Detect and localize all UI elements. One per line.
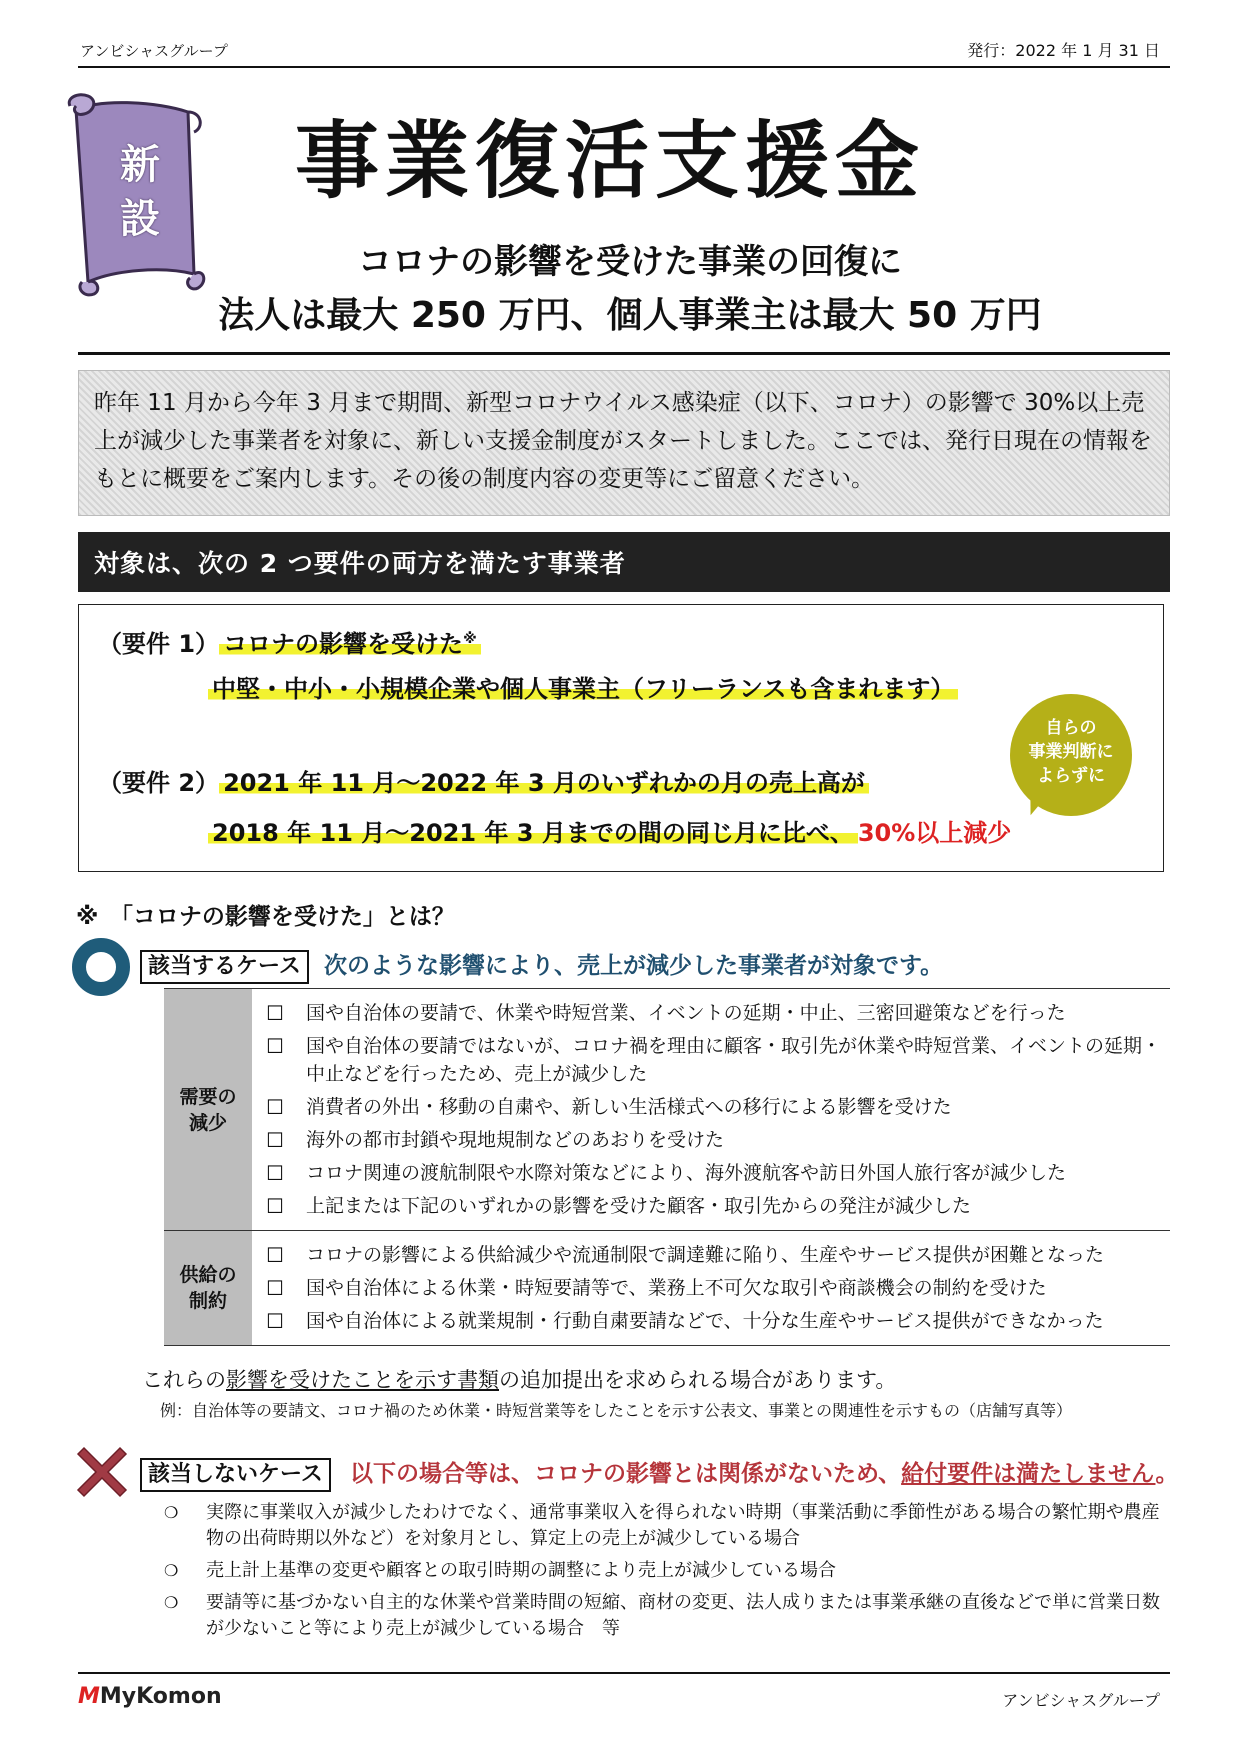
speech-bubble — [1010, 694, 1132, 816]
list-item-text: 売上計上基準の変更や顧客との取引時期の調整により売上が減少している場合 — [206, 1560, 836, 1581]
requirement-1-line-2 — [208, 672, 958, 706]
checkbox-icon: ☐ — [266, 1095, 284, 1119]
badge-text — [102, 138, 178, 246]
supply-constraint-group — [164, 1230, 1170, 1345]
checkbox-icon: ☐ — [266, 1128, 284, 1152]
requirement-2-line-1 — [98, 766, 869, 800]
list-item-text: コロナ関連の渡航制限や水際対策などにより、海外渡航客や訪日外国人旅行客が減少した — [306, 1162, 1067, 1184]
footer-divider — [78, 1672, 1170, 1674]
list-item — [266, 1241, 1170, 1269]
page-title: 事業復活支援金 — [294, 112, 925, 210]
subtitle-line-1: コロナの影響を受けた事業の回復に — [358, 242, 902, 282]
group-header-line-1: 需要の — [179, 1085, 237, 1108]
group-header-line-2: 制約 — [188, 1290, 227, 1312]
list-item — [164, 1500, 1170, 1552]
checkbox-icon: ☐ — [266, 1161, 284, 1185]
speech-line-1: 自らの — [1045, 718, 1097, 738]
additional-note-underlined: 影響を受けたことを示す書類 — [226, 1368, 499, 1392]
checkbox-icon: ☐ — [266, 1309, 284, 1333]
list-item — [266, 1126, 1170, 1154]
list-item — [266, 1274, 1170, 1302]
checkbox-icon: ☐ — [266, 1194, 284, 1218]
list-item — [266, 999, 1170, 1027]
header-divider — [78, 66, 1170, 68]
requirement-1-text: コロナの影響を受けた — [223, 630, 464, 658]
checkbox-icon: ☐ — [266, 1001, 284, 1025]
logo-text: MyKomon — [99, 1684, 222, 1709]
applicable-case-description: 次のような影響により、売上が減少した事業者が対象です。 — [324, 953, 944, 979]
checkbox-icon: ☐ — [266, 1276, 284, 1300]
note-question: ※ 「コロナの影響を受けた」とは？ — [76, 904, 455, 930]
not-applicable-desc-underlined: 給付要件は満たしません — [901, 1461, 1156, 1487]
logo-mark: M — [78, 1684, 100, 1709]
requirement-1-label: （要件 1） — [98, 630, 220, 658]
applicable-case-label: 該当するケース — [140, 950, 309, 984]
issue-date: 発行：2022 年 1 月 31 日 — [967, 41, 1160, 60]
requirement-1-line-1 — [98, 622, 481, 661]
intro-text: 昨年 11 月から今年 3 月まで期間、新型コロナウイルス感染症（以下、コロナ）の影響で 30%以上売上が減少した事業者を対象に、新しい支援金制度がスタートしました。ここでは、発行日現在の情報をもとに概要をご案内します。その後の制度内容の変更等にご留意ください。 — [94, 390, 1152, 492]
list-item-text: 消費者の外出・移動の自粛や、新しい生活様式への移行による影響を受けた — [306, 1096, 952, 1118]
list-item — [266, 1159, 1170, 1187]
list-item-text: 実際に事業収入が減少したわけでなく、通常事業収入を得られない時期（事業活動に季節性がある場合の繁忙期や農産物の出荷時期以外など）を対象月とし、算定上の売上が減少している場合 — [206, 1502, 1160, 1549]
bullet-icon: ❍ — [164, 1593, 179, 1612]
conditions-header: 対象は、次の 2 つ要件の両方を満たす事業者 — [78, 532, 1170, 592]
additional-documents-note — [142, 1366, 896, 1394]
list-item — [266, 1032, 1170, 1088]
applicable-cases-table — [164, 988, 1170, 1346]
document-examples: 例：自治体等の要請文、コロナ禍のため休業・時短営業等をしたことを示す公表文、事業との関連性を示すもの（店舗写真等） — [160, 1401, 1073, 1420]
cross-icon — [70, 1440, 134, 1504]
footnote-mark: ※ — [463, 631, 477, 647]
requirement-2-threshold: 30%以上減少 — [857, 819, 1012, 847]
list-item-text: 上記または下記のいずれかの影響を受けた顧客・取引先からの発注が減少した — [306, 1195, 972, 1217]
speech-line-2: 事業判断に — [1028, 742, 1114, 762]
header-company: アンビシャスグループ — [80, 42, 228, 60]
group-header — [164, 989, 252, 1230]
bullet-icon: ❍ — [164, 1503, 179, 1522]
mykomon-logo — [78, 1684, 222, 1709]
list-item-text: 要請等に基づかない自主的な休業や営業時間の短縮、商材の変更、法人成りまたは事業承継の直後などで単に営業日数が少ないこと等により売上が減少している場合 等 — [206, 1592, 1160, 1639]
group-items — [252, 989, 1170, 1230]
list-item — [266, 1192, 1170, 1220]
group-header-line-1: 供給の — [179, 1264, 237, 1286]
badge-line-1: 新 — [120, 142, 160, 188]
title-divider — [78, 352, 1170, 355]
circle-icon — [72, 938, 130, 996]
requirement-2-label: （要件 2） — [98, 769, 220, 797]
speech-line-3: よらずに — [1037, 766, 1105, 786]
additional-note-post: の追加提出を求められる場合があります。 — [499, 1368, 897, 1392]
requirement-2-line-2 — [208, 816, 1011, 850]
badge-line-2: 設 — [120, 196, 160, 242]
checkbox-icon: ☐ — [266, 1034, 284, 1058]
group-items — [252, 1231, 1170, 1345]
list-item-text: 海外の都市封鎖や現地規制などのあおりを受けた — [306, 1129, 725, 1151]
demand-decrease-group — [164, 989, 1170, 1230]
list-item — [164, 1558, 1170, 1584]
checkbox-icon: ☐ — [266, 1243, 284, 1267]
requirement-1-detail: 中堅・中小・小規模企業や個人事業主（フリーランスも含まれます） — [208, 675, 958, 703]
not-applicable-desc-post: 。 — [1155, 1461, 1179, 1487]
group-header-line-2: 減少 — [188, 1111, 227, 1134]
additional-note-pre: これらの — [142, 1368, 226, 1392]
requirement-2-text: 2021 年 11 月～2022 年 3 月のいずれかの月の売上高が — [219, 769, 869, 797]
list-item-text: 国や自治体の要請で、休業や時短営業、イベントの延期・中止、三密回避策などを行った — [306, 1002, 1066, 1024]
list-item-text: 国や自治体による就業規制・行動自粛要請などで、十分な生産やサービス提供ができなかった — [306, 1310, 1104, 1332]
bullet-icon: ❍ — [164, 1561, 179, 1580]
list-item-text: 国や自治体による休業・時短要請等で、業務上不可欠な取引や商談機会の制約を受けた — [306, 1277, 1047, 1299]
list-item — [164, 1590, 1170, 1642]
not-applicable-list — [164, 1500, 1170, 1648]
group-header — [164, 1231, 252, 1345]
subtitle-line-2: 法人は最大 250 万円、個人事業主は最大 50 万円 — [218, 295, 1042, 336]
not-applicable-case-label: 該当しないケース — [140, 1458, 331, 1492]
list-item-text: 国や自治体の要請ではないが、コロナ禍を理由に顧客・取引先が休業や時短営業、イベントの延期・中止などを行ったため、売上が減少した — [306, 1035, 1162, 1085]
not-applicable-desc-pre: 以下の場合等は、コロナの影響とは関係がないため、 — [350, 1461, 902, 1487]
footer-company: アンビシャスグループ — [1002, 1691, 1160, 1710]
list-item — [266, 1093, 1170, 1121]
list-item-text: コロナの影響による供給減少や流通制限で調達難に陥り、生産やサービス提供が困難となった — [306, 1244, 1105, 1266]
list-item — [266, 1307, 1170, 1335]
not-applicable-case-description — [350, 1460, 1178, 1488]
requirement-2-detail: 2018 年 11 月～2021 年 3 月までの間の同じ月に比べ、 — [208, 819, 858, 847]
